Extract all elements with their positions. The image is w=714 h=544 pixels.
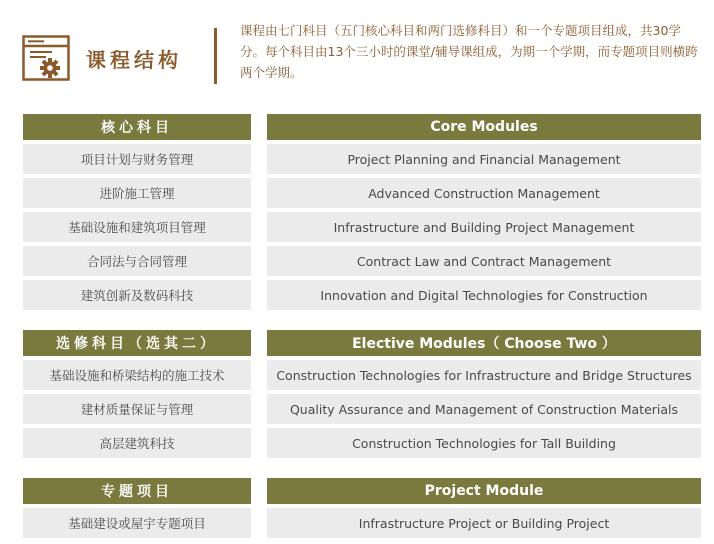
browser-gear-icon (22, 35, 70, 81)
core-en-row: Advanced Construction Management (267, 178, 701, 208)
project-en-column (267, 478, 701, 538)
elective-en-row: Construction Technologies for Infrastructure and Bridge Structures (267, 360, 701, 390)
core-cn-header: 核心科目 (23, 114, 251, 140)
core-cn-row: 建筑创新及数码科技 (23, 280, 251, 310)
elective-en-column (267, 330, 701, 458)
elective-cn-row: 高层建筑科技 (23, 428, 251, 458)
core-en-row: Innovation and Digital Technologies for Construction (267, 280, 701, 310)
core-en-row: Contract Law and Contract Management (267, 246, 701, 276)
elective-cn-header: 选修科目（选其二） (23, 330, 251, 356)
project-cn-row: 基础建设或屋宇专题项目 (23, 508, 251, 538)
core-cn-column (23, 114, 251, 310)
project-en-row: Infrastructure Project or Building Project (267, 508, 701, 538)
core-en-column (267, 114, 701, 310)
elective-cn-row: 建材质量保证与管理 (23, 394, 251, 424)
elective-en-header: Elective Modules（ Choose Two ） (267, 330, 701, 356)
core-cn-row: 合同法与合同管理 (23, 246, 251, 276)
section-title: 课程结构 (86, 48, 182, 72)
core-en-row: Project Planning and Financial Management (267, 144, 701, 174)
core-en-header: Core Modules (267, 114, 701, 140)
intro-text: 课程由七门科目（五门核心科目和两门选修科目）和一个专题项目组成，共30学分。每个科目由13个三小时的课堂/辅导课组成，为期一个学期，而专题项目则横跨两个学期。 (240, 23, 698, 80)
elective-en-row: Construction Technologies for Tall Building (267, 428, 701, 458)
page-header (0, 0, 714, 100)
project-cn-column (23, 478, 251, 538)
core-cn-row: 项目计划与财务管理 (23, 144, 251, 174)
elective-cn-column (23, 330, 251, 458)
core-cn-row: 基础设施和建筑项目管理 (23, 212, 251, 242)
elective-cn-row: 基础设施和桥梁结构的施工技术 (23, 360, 251, 390)
project-cn-header: 专题项目 (23, 478, 251, 504)
project-en-header: Project Module (267, 478, 701, 504)
core-cn-row: 进阶施工管理 (23, 178, 251, 208)
header-divider (214, 28, 217, 84)
elective-en-row: Quality Assurance and Management of Construction Materials (267, 394, 701, 424)
core-en-row: Infrastructure and Building Project Management (267, 212, 701, 242)
